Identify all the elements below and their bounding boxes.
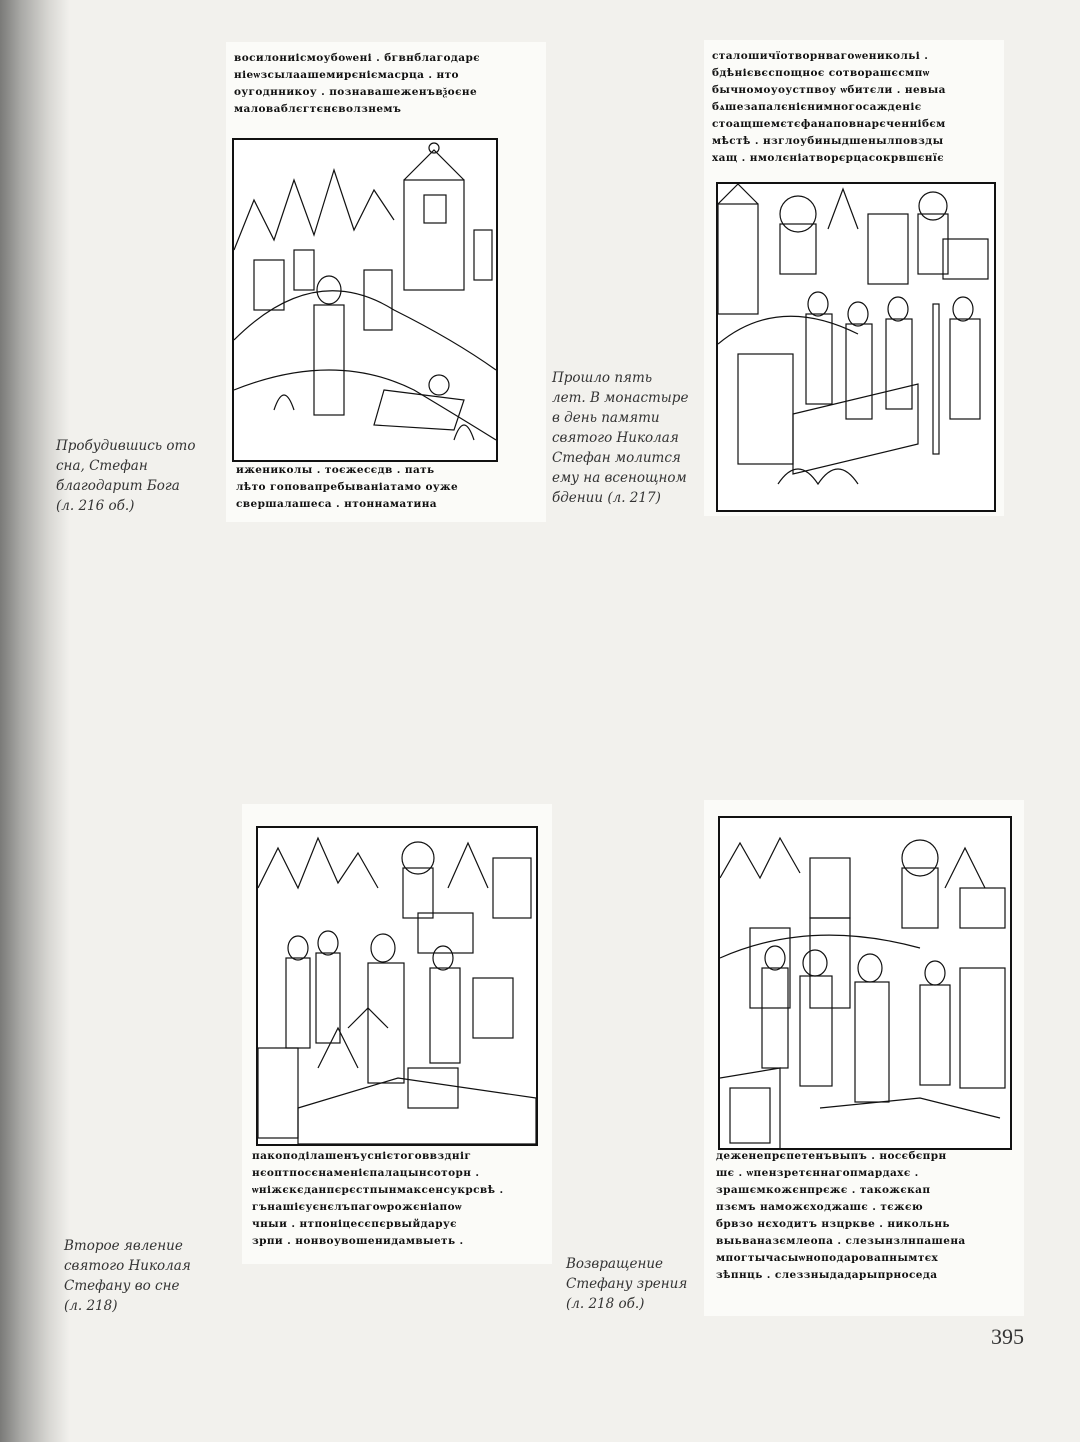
miniature-stefan-sight-restored <box>718 816 1012 1150</box>
miniature-stefan-prays-vigil <box>716 182 996 512</box>
manuscript-text-2-top: сталошичїотворнвагоѡеникольі . бдѣнієвєспощноє сотворашєсмпѡ бычномоуоустпвоу ѡбитєли . невыа бѧшезапалєнієнимногосажденіє стоащшемєтєфанаповнарєченнібєм мѣстѣ . нзглоубиныдшенылповзды хащ . нмолєніатворєрцасокрвшєнїє <box>712 50 946 164</box>
plate-2 <box>704 40 1004 516</box>
miniature-stefan-thanks-god <box>232 138 498 462</box>
caption-stefan-thanks-god: Пробудившись ото сна, Стефан благодарит Бога (л. 216 об.) <box>56 438 196 514</box>
manuscript-text-1-top: восилониісмоуб​о​ѡе​ні . бгвнбл​агодарє ніеѡзсылаа​шемирєніємасрца . нто оугоднникоу . познава​шеже​нъвѯоєне маловаблєгтєнєволзнемъ <box>234 52 481 115</box>
plate-1 <box>226 42 546 522</box>
caption-sight-restored: Возвращение Стефану зрения (л. 218 об.) <box>566 1256 688 1312</box>
book-gutter-shadow <box>0 0 70 1442</box>
manuscript-text-4-bottom: деженепрєпетенъвыпъ . носєбєпрн шє . ѡпензретєннагопмардахє . зрашємкожєнпрєжє . такожєкап пзємъ наможєходжашє . тєжєю брвзо нєходитъ нзцркве . никольнь вы​ь​ваназємлеопа . слезынзлнпашена мпогтычасыѡноподаровапнымтєх зѣпнць . слеззныдадарыпрноседа <box>716 1150 966 1281</box>
miniature-second-apparition-nicholas <box>256 826 538 1146</box>
caption-second-apparition: Второе явление святого Николая Стефану во сне (л. 218) <box>64 1238 191 1314</box>
page-number: 395 <box>991 1324 1024 1349</box>
plate-4 <box>704 800 1024 1316</box>
caption-stefan-prays-vigil: Прошло пять лет. В монастыре в день памяти святого Николая Стефан молится ему на всенощном бдении (л. 217) <box>552 370 689 506</box>
plate-3 <box>242 804 552 1264</box>
manuscript-text-1-bottom: иже​николы . тоєжесєдв . па​ть лѣто гоповапребываніатамо оуже свершалашеса . нтоннамати​на <box>236 464 459 510</box>
manuscript-text-3-bottom: пакоподілашенъуснієтоговвздніг нєоптпосє​на​меніє​палацынсоторн . ѡніжєкєданпєрєстпынмаксенсукрсвѣ . гънашієуєнєлъпагоѡрожєніапоѡ чныи . нтпоніцесєпєрвыйдарує зрпи . нонвоувошенидамвыеть . <box>252 1150 504 1247</box>
